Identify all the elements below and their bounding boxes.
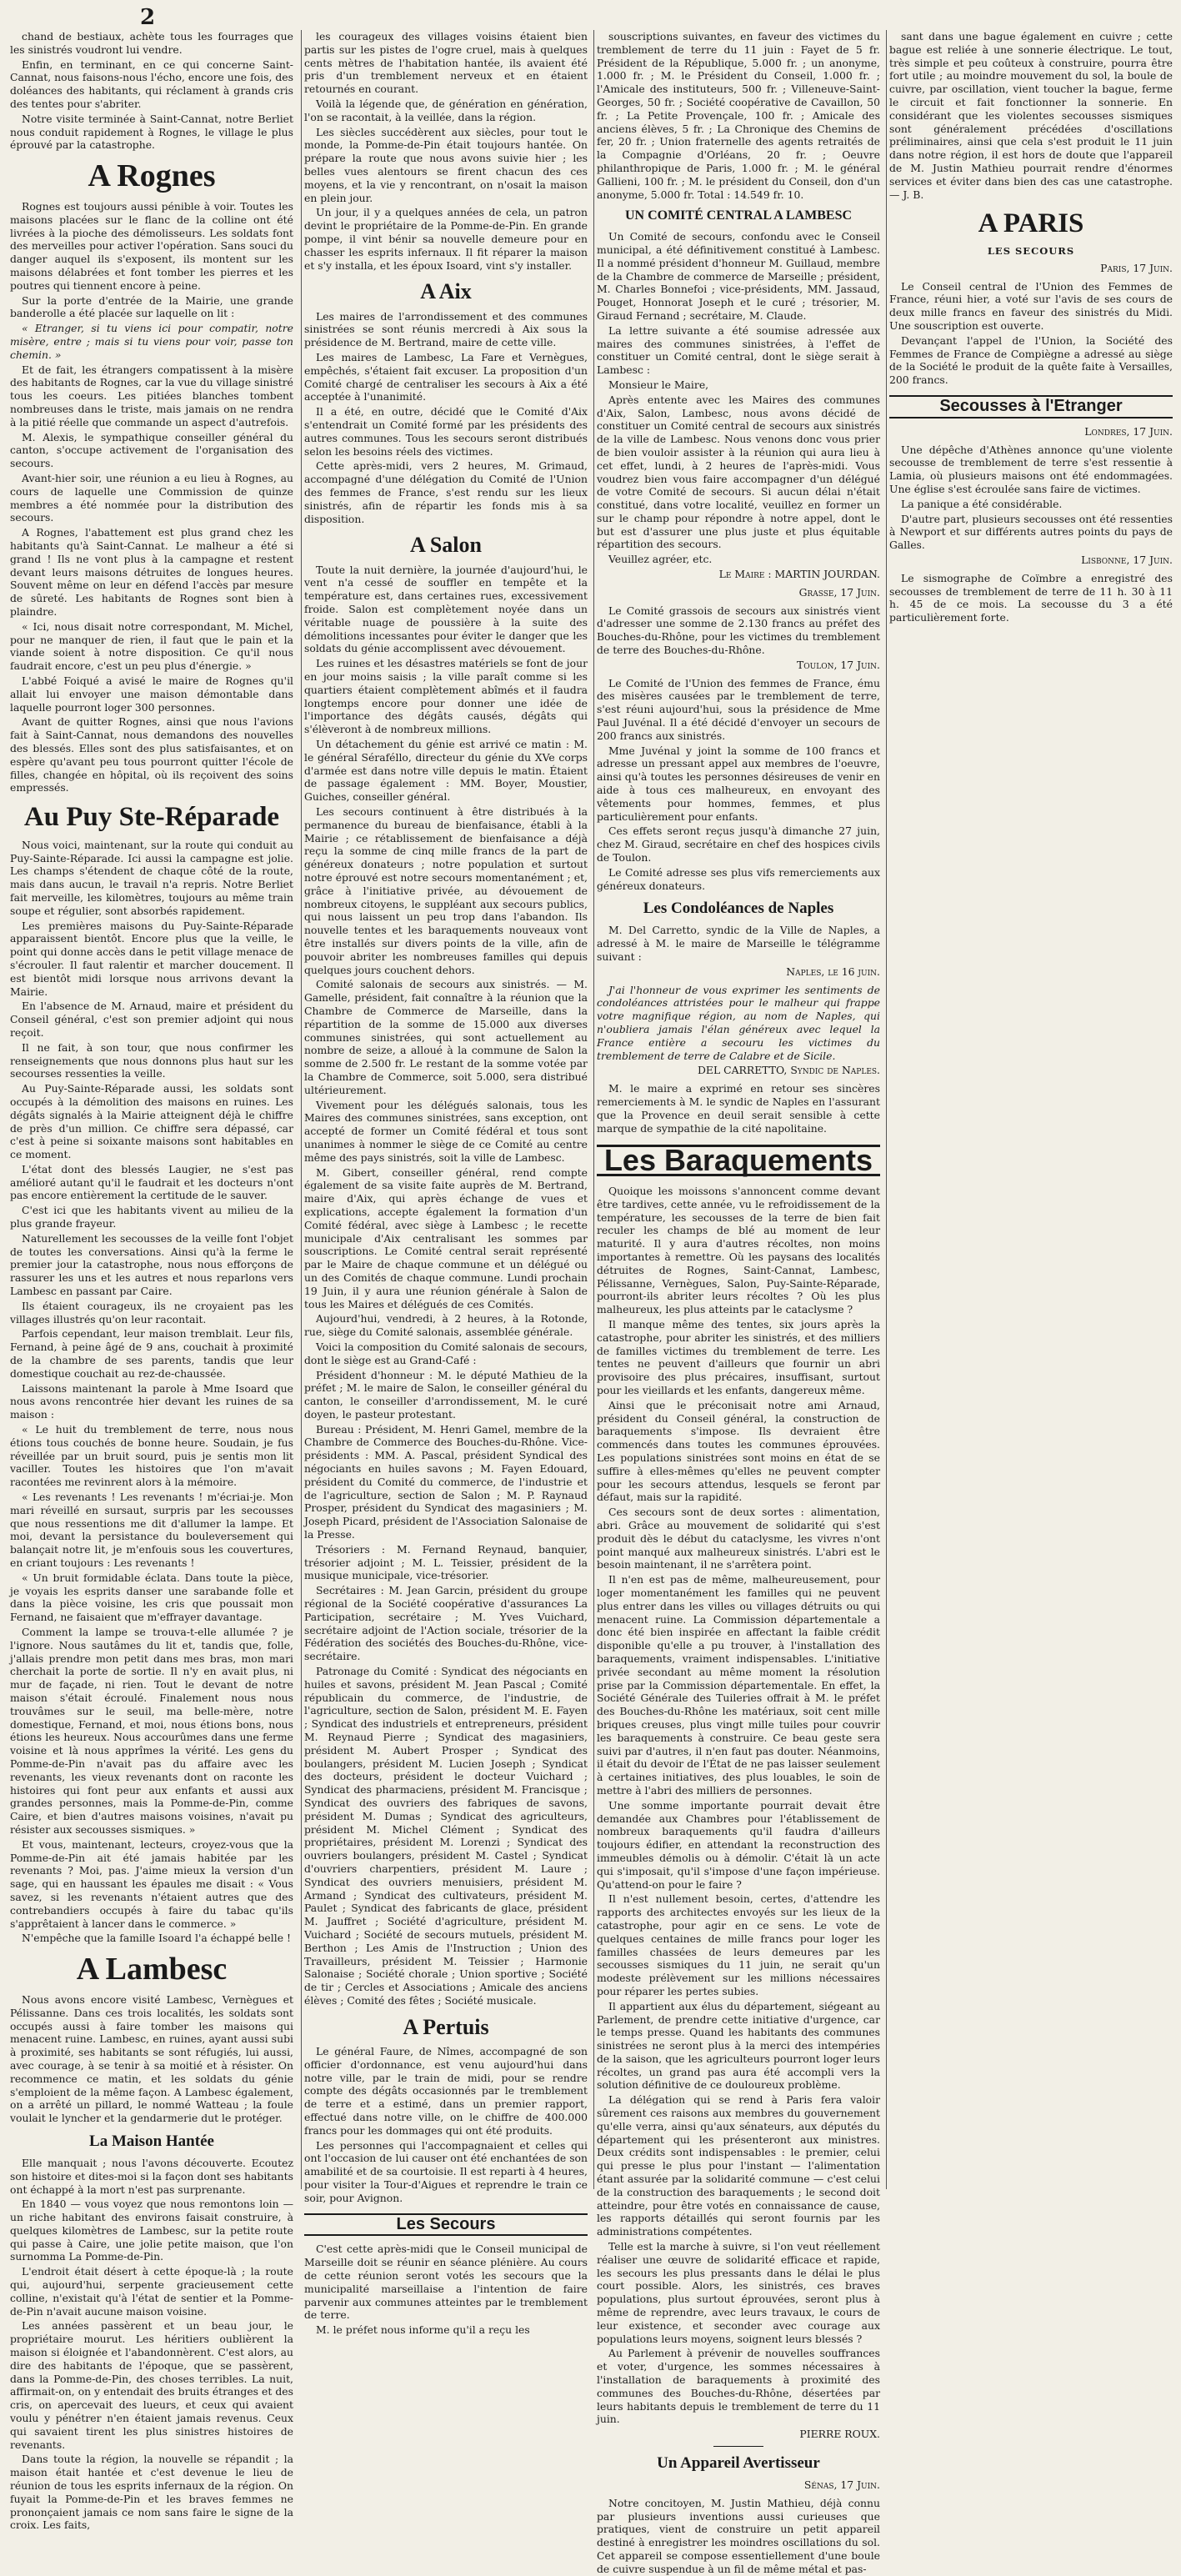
paragraph: Patronage du Comité : Syndicat des négociants en huiles et savons, président M. Jean Pascal ; Comité républicain du commerce, de l'industrie, de l'agriculture, section de Salon, président M. E. Fayen ; Syndicat des industriels et entrepreneurs, président M. Reynaud Pierre ; Syndicat des magasiniers, président M. Aubert Prosper ; Syndicat des boulangers, président M. Lucien Joseph ; Syndicat des docteurs, président le docteur Vuichard ; Syndicat des pharmaciens, président M. Francisque ; Syndicat des ouvriers des fabriques de savons, président M. Dumas ; Syndicat des agriculteurs, président M. Michel Clément ; Syndicat des propriétaires, président M. Lorenzi ; Syndicat des ouvriers boulangers, président M. Castel ; Syndicat d'ouvriers charpentiers, président M. Laure ; Syndicat des ouvriers menuisiers, président M. Armand ; Syndicat des cultivateurs, président M. Paulet ; Syndicat des fabricants de glace, président M. Jauffret ; Société d'agriculture, président M. Vuichard ; Société de secours mutuels, président M. Berthon ; Les Amis de l'Instruction ; Union des Travailleurs, président M. Teissier ; Harmonie Salonaise ; Société chorale ; Union sportive ; Société de tir ; Cercles et Associations ; Amicale des anciens élèves ; Comité des fêtes ; Société musicale. [304, 1665, 588, 2007]
paragraph: Comité salonais de secours aux sinistrés. — M. Gamelle, président, fait connaître à la réunion que la Chambre de Commerce de Marseille, dans la répartition de la somme de 15.000 aux diverses communes sinistrées, qui sont actuellement au nombre de seize, a alloué à la commune de Salon la somme de 2.500 fr. Le restant de la somme votée par la Chambre de Commerce, soit 5.000, sera distribué ultérieurement. [304, 978, 588, 1096]
paragraph: Ils étaient courageux, ils ne croyaient pas les villages illustrés qu'on leur racontait. [10, 1299, 293, 1326]
subheading-les-secours: LES SECOURS [987, 245, 1075, 257]
signature: Le Maire : MARTIN JOURDAN. [718, 568, 880, 581]
paragraph: Cette après-midi, vers 2 heures, M. Grimaud, accompagné d'une délégation du Comité de l'Union des femmes de France, s'est rendu sur les lieux sinistrés, afin de répartir les fonds mis à sa disposition. [304, 459, 588, 525]
paragraph: Comment la lampe se trouva-t-elle allumée ? je l'ignore. Nous sautâmes du lit et, tandis que, folle, j'allais prendre mon petit dans mes bras, mon mari cherchait la porte de sortie. Il n'y en avait plus, ni mur de façade, ni rien. Tout le devant de notre maison s'était écroulé. Finalement nous nous trouvâmes sur le seuil, ma belle-mère, notre domestique, Fernand, et moi, nous étions bons, nous étions les heureux. Nous accourûmes dans une ferme voisine et là nous apprîmes la vérité. Les gens du Pomme-de-Pin n'avait pas du affaire avec les revenants, les vieux revenants dont on raconte les histoires qui font peur aux enfants et aussi aux grandes personnes, mais la Pomme-de-Pin, comme Caire, et bien d'autres maisons voisines, n'avait pu résister aux secousses sismiques. » [10, 1625, 293, 1836]
paragraph: Les siècles succédèrent aux siècles, pour tout le monde, la Pomme-de-Pin était toujours hantée. On prépare la route que nous avons suivie hier ; les belles vues alentours se firent chacun des ces moyens, et la vie y rencontrant, on n'osait la maison en plein jour. [304, 125, 588, 204]
paragraph: Quoique les moissons s'annoncent comme devant être tardives, cette année, vu le refroidissement de la température, les secousses de la terre de bien fait reculer les champs de blé au moment de leur maturité. Il y aura d'autres récoltes, non moins importantes à remettre. Où les paysans des localités détruites de Rognes, Saint-Cannat, Lambesc, Pélissanne, Vernègues, Salon, Puy-Sainte-Réparade, pourront-ils abriter leurs récoltes ? Où les plus malheureux, les plus atteints par le cataclysme ? [597, 1185, 880, 1316]
heading-au-puy-ste-reparade: Au Puy Ste-Réparade [23, 802, 280, 833]
paragraph: « Ici, nous disait notre correspondant, M. Michel, pour ne manquer de rien, il faut que le pain et la viande soient à notre disposition. Ce qu'il nous faudrait encore, c'est un peu plus d'énergie. » [10, 619, 293, 673]
paragraph: Un Comité de secours, confondu avec le Conseil municipal, a été définitivement constitué à Lambesc. Il a nommé président d'honneur M. Guillaud, membre de la Chambre de commerce de Marseille ; président, M. Charles Bonnefoi ; vice-présidents, MM. Jassaud, Pouget, Honnorat Joseph et le curé ; trésorier, M. Giraud Fernand ; secrétaire, M. Claude. [597, 230, 880, 322]
paragraph: Le Comité grassois de secours aux sinistrés vient d'adresser une somme de 2.130 francs au préfet des Bouches-du-Rhône, pour les victimes du tremblement de terre des Bouches-du-Rhône. [597, 604, 880, 657]
paragraph: sant dans une bague également en cuivre ; cette bague est reliée à une sonnerie électrique. Le tout, très simple et peu coûteux à construire, pourra être fort utile ; au moindre mouvement du sol, la boule de cuivre, par oscillation, vient toucher la bague, ferme le circuit et fait fonctionner la sonnerie. En considérant que les violentes secousses sismiques sont généralement précédées d'oscillations préliminaires, ainsi que cela s'est produit le 11 juin dans notre région, il est hors de doute que l'appareil de M. Justin Mathieu pourrait rendre d'énormes services et éviter dans bien des cas une catastrophe. — J. B. [889, 30, 1173, 201]
paragraph: Les maires de l'arrondissement et des communes sinistrées se sont réunis mercredi à Aix sous la présidence de M. Bertrand, maire de cette ville. [304, 309, 588, 349]
paragraph: Le Conseil central de l'Union des Femmes de France, réuni hier, a voté sur l'avis de ses cours de deux mille francs en faveur des sinistrés du Midi. Une souscription est ouverte. [889, 279, 1173, 332]
paragraph: Naturellement les secousses de la veille font l'objet de toutes les conversations. Ainsi qu'à la ferme le premier jour la catastrophe, nous nous efforçons de rassurer les uns et les autres et nous reparlons vers Lambesc en passant par Caire. [10, 1231, 293, 1298]
quote: « Etranger, si tu viens ici pour compatir, notre misère, entre ; mais si tu viens pour voir, passe ton chemin. » [10, 322, 293, 361]
paragraph: N'empêche que la famille Isoard l'a échappé belle ! [22, 1932, 291, 1945]
heading-condoleances-naples: Les Condoléances de Naples [643, 900, 834, 918]
paragraph: Il n'est nullement besoin, certes, d'attendre les rapports des architectes envoyés sur les lieux de la catastrophe, pour agir en ce sens. Le vote de quelques centaines de mille francs pour loger les familles chassées de leurs demeures par les secousses sismiques du 11 juin, ne serait qu'un modeste prélèvement sur les millions nécessaires pour réparer les pertes subies. [597, 1892, 880, 1997]
paragraph: Nous voici, maintenant, sur la route qui conduit au Puy-Sainte-Réparade. Ici aussi la campagne est jolie. Les champs s'étendent de chaque côté de la route, mais dans aucun, le travail n'a repris. Notre Berliet fait merveille, les kilomètres, toujours au même train soupe et régulier, sont absorbés rapidement. [10, 838, 293, 917]
heading-les-secours: Les Secours [304, 2213, 588, 2237]
paragraph: Parfois cependant, leur maison tremblait. Leur fils, Fernand, à peine âgé de 9 ans, couchait à proximité de la chambre de ses parents, tandis que leur domestique couchait au rez-de-chaussée. [10, 1327, 293, 1380]
paragraph: Secrétaires : M. Jean Garcin, président du groupe régional de la Société coopérative d'assurances La Participation, secrétaire ; M. Yves Vuichard, secrétaire adjoint de l'Action sociale, trésorier de la Fédération des sociétés des Bouches-du-Rhône, vice-secrétaire. [304, 1584, 588, 1663]
paragraph: La panique a été considérable. [901, 497, 1063, 510]
paragraph: Elle manquait ; nous l'avons découverte. Ecoutez son histoire et dites-moi si la façon dont ses habitants ont échappé à la mort n'est pas surprenante. [10, 2156, 293, 2196]
paragraph: Le sismographe de Coïmbre a enregistré des secousses de tremblement de terre de 11 h. 30 à 11 h. 45 de ce mois. La secousse du 3 a été particulièrement forte. [889, 571, 1173, 624]
paragraph: En 1840 — vous voyez que nous remontons loin — un riche habitant des environs faisait construire, à quelques kilomètres de Lambesc, sur la petite route qui passe à Caire, une jolie petite maison, que l'on surnomma La Pomme-de-Pin. [10, 2198, 293, 2263]
paragraph: Les premières maisons du Puy-Sainte-Réparade apparaissent bientôt. Encore plus que la veille, le point qui donne accès dans le petit village menace de s'écrouler. Il faut ralentir et marcher doucement. Il est bientôt midi lorsque nous arrivons devant la Mairie. [10, 919, 293, 998]
dateline: Lisbonne, 17 Juin. [1081, 553, 1173, 566]
paragraph: les courageux des villages voisins étaient bien partis sur les pistes de l'ogre cruel, mais à quelques cents mètres de l'habitation hantée, ils avaient été pris d'un tremblement nerveux et en étaient retournés en courant. [304, 30, 588, 96]
telegram-text: J'ai l'honneur de vous exprimer les sentiments de condoléances attristées pour le malheur qui frappe votre magnifique région, au nom de Naples, qui n'oubliera jamais l'élan généreux avec lequel la France entière a secouru les victimes du tremblement de terre de Calabre et de Sicile. [597, 983, 880, 1062]
paragraph: Président d'honneur : M. le député Mathieu de la préfet ; M. le maire de Salon, le conseiller général du canton, le conseiller d'arrondissement, M. le curé doyen, le pasteur protestant. [304, 1368, 588, 1421]
paragraph: Les années passèrent et un beau jour, le propriétaire mourut. Les héritiers oublièrent la maison si éloignée et l'abandonnèrent. C'est alors, au dire des habitants de l'époque, que se passèrent, dans la Pomme-de-Pin, des choses terribles. La nuit, affirmait-on, on y entendait des bruits étranges et des cris, on apercevait des lueurs, et ceux qui avaient voulu y pénétrer n'en étaient jamais revenus. Ceux qui savaient tirent les plus sinistres histoires de revenants. [10, 2319, 293, 2451]
paragraph: Après entente avec les Maires des communes d'Aix, Salon, Lambesc, nous avons décidé de constituer un Comité central de secours aux sinistrés de la ville de Lambesc. Nous venons donc vous prier de bien vouloir assister à la réunion qui aura lieu à cet effet, lundi, à 2 heures de l'après-midi. Vous voudrez bien vous faire accompagner d'un délégué de votre Comité de secours. Si aucun délai n'était constitué, dans votre localité, veuillez en former un sur le champ pour répondre à notre appel, dont le but est d'assurer une plus juste et plus équitable répartition des secours. [597, 393, 880, 551]
paragraph: Avant-hier soir, une réunion a eu lieu à Rognes, au cours de laquelle une Commission de quinze membres a été nommée pour la distribution des secours. [10, 472, 293, 524]
paragraph: Voilà la légende que, de génération en génération, l'on se racontait, à la veillée, dans la région. [304, 97, 588, 123]
column-4 [889, 30, 1173, 2189]
paragraph: Une dépêche d'Athènes annonce qu'une violente secousse de tremblement de terre s'est ressentie à Lamia, où plusieurs maisons ont été endommagées. Une église s'est écroulée sans faire de victimes. [889, 443, 1173, 495]
paragraph: Il appartient aux élus du département, siégeant au Parlement, de prendre cette initiative d'urgence, car le temps presse. Quand les habitants des communes sinistrées ne seront plus à la merci des intempéries de la saison, que les agriculteurs pourront loger leurs récoltes, un grand pas aura été accompli vers la solution définitive de ce douloureux problème. [597, 1999, 880, 2092]
paragraph: Toute la nuit dernière, la journée d'aujourd'hui, le vent n'a cessé de souffler en tempête et la température est, dans certaines rues, excessivement froide. Salon est complètement noyée dans un véritable nuage de poussière à la suite des démolitions incessantes pour éviter le danger que les soldats du génie accomplissent avec dévouement. [304, 563, 588, 655]
paragraph: Une somme importante pourrait devait être demandée aux Chambres pour l'établissement de nombreux baraquements qu'il faudra d'ailleurs toujours édifier, en attendant la reconstruction des immeubles démolis ou à démolir. C'était là un acte qui s'imposait, qu'il s'impose d'une façon impérieuse. Qu'attend-on pour le faire ? [597, 1798, 880, 1891]
paragraph: Les ruines et les désastres matériels se font de jour en jour moins saisis ; la ville paraît comme si les quartiers étaient complètement abîmés et il faudra longtemps encore pour donner une idée de l'importance des dégâts causés, dégâts qui s'élèveront à de nombreux millions. [304, 657, 588, 736]
paragraph: A Rognes, l'abattement est plus grand chez les habitants qu'à Saint-Cannat. Le malheur a été si grand ! Ils ne vont plus à la campagne et restent devant leurs maisons détruites de longues heures. Souvent même on leur en défend l'accès par mesure de sûreté. Les habitants de Rognes sont bien à plaindre. [10, 526, 293, 618]
paragraph: Bureau : Président, M. Henri Gamel, membre de la Chambre de Commerce des Bouches-du-Rhône. Vice-présidents : MM. A. Pascal, président Syndical des négociants en huiles savons ; M. Fayen Edouard, président du Comité du commerce, de l'industrie et de l'agriculture, section de Salon ; M. P. Raynaud Prosper, président du Syndicat des magasiniers ; M. Joseph Picard, président de l'Association Salonaise de la Presse. [304, 1422, 588, 1541]
paragraph: Aujourd'hui, vendredi, à 2 heures, à la Rotonde, rue, siège du Comité salonais, assemblée générale. [304, 1312, 588, 1339]
heading-comite-central-lambesc: UN COMITÉ CENTRAL A LAMBESC [624, 208, 853, 223]
paragraph: Enfin, en terminant, en ce qui concerne Saint-Cannat, nous faisons-nous l'écho, encore une fois, des doléances des habitants, qui réclament à grands cris des tentes pour s'abriter. [10, 58, 293, 110]
paragraph: M. Del Carretto, syndic de la Ville de Naples, a adressé à M. le maire de Marseille le télégramme suivant : [597, 924, 880, 963]
heading-a-salon: A Salon [410, 533, 482, 558]
paragraph: Voici la composition du Comité salonais de secours, dont le siège est au Grand-Café : [304, 1340, 588, 1366]
page-number: 2 [140, 5, 156, 30]
paragraph: Il ne fait, à son tour, que nous confirmer les renseignements que nous donnons plus haut sur les secourses ressenties la veille. [10, 1040, 293, 1080]
column-1 [10, 30, 293, 2532]
paragraph: Il n'en est pas de même, malheureusement, pour loger momentanément les familles qui ne peuvent plus entrer dans les villes ou villages détruits ou qui menacent ruine. La Commission départementale a donc été bien inspirée en affectant la faible crédit disponible qu'elle a pu trouver, à l'installation des baraquements, vraiment indispensables. L'initiative privée secondant au même moment la résolution prise par la Commission départementale. En effet, la Société Générale des Tuileries offrait à M. le préfet des Bouches-du-Rhône les matériaux, soit cent mille briques creuses, plus vingt mille tuiles pour couvrir les baraquements à construire. Ce beau geste sera suivi par d'autres, il n'en faut pas douter. Néanmoins, il était du devoir de l'État de ne pas laisser seulement à certaines initiatives, des plus louables, le soin de mettre à l'abri des milliers de personnes. [597, 1573, 880, 1797]
paragraph: Notre concitoyen, M. Justin Mathieu, déjà connu par plusieurs inventions aussi curieuses que pratiques, vient de construire un petit appareil destiné à enregistrer les moindres oscillations du sol. Cet appareil se compose essentiellement d'une boule de cuivre suspendue à un fil de même métal et pas- [597, 2496, 880, 2575]
paragraph: « Un bruit formidable éclata. Dans toute la pièce, je voyais les esprits danser une sarabande folle et dans la pièce voisine, les cris que poussait mon Fernand, ne faisaient que m'effrayer davantage. [10, 1571, 293, 1624]
paragraph: Et vous, maintenant, lecteurs, croyez-vous que la Pomme-de-Pin ait été jamais habitée par les revenants ? Moi, pas. J'aime mieux la version d'un sage, qui en haussant les épaules me disait : « Vous savez, si les revenants n'étaient autres que des contrebandiers occupés à faire du tabac qu'ils s'apprêtaient à lancer dans le commerce. » [10, 1837, 293, 1930]
paragraph: Veuillez agréer, etc. [608, 553, 713, 566]
column-separator [301, 30, 302, 2189]
paragraph: Et de fait, les étrangers compatissent à la misère des habitants de Rognes, car la vue du village sinistré tous les coeurs. Les pitiées blanches tombent nombreuses dans le triste, mais jamais on ne rendra à la pitié réelle que commande un aspect d'autrefois. [10, 363, 293, 428]
paragraph: Dans toute la région, la nouvelle se répandit ; la maison était hantée et c'est devenue le lieu de réunion de tous les esprits infernaux de la région. On fuyait la Pomme-de-Pin et les braves femmes ne prononçaient jamais ce nom sans faire le signe de la croix. Les faits, [10, 2453, 293, 2532]
paragraph: Devançant l'appel de l'Union, la Société des Femmes de France de Compiègne a adressé au siège de la Société le produit de la quête faite à Versailles, 200 francs. [889, 333, 1173, 387]
dateline: Grasse, 17 Juin. [798, 585, 880, 599]
dateline: Paris, 17 Juin. [1100, 261, 1173, 274]
paragraph: Le Comité adresse ses plus vifs remerciements aux généreux donateurs. [597, 865, 880, 892]
heading-la-maison-hantee: La Maison Hantée [89, 2132, 214, 2150]
paragraph: M. Alexis, le sympathique conseiller général du canton, s'occupe activement de l'organisation des secours. [10, 430, 293, 470]
paragraph: Il a été, en outre, décidé que le Comité d'Aix s'entendrait un Comité formé par les présidents des autres communes. Tous les secours seront distribués selon les besoins réels des victimes. [304, 405, 588, 458]
paragraph: C'est cette après-midi que le Conseil municipal de Marseille doit se réunir en séance plénière. Au cours de cette réunion seront votés les secours que la municipalité marseillaise a l'intention de faire parvenir aux communes atteintes par le tremblement de terre. [304, 2243, 588, 2322]
paragraph: La lettre suivante a été soumise adressée aux maires des communes sinistrées, à l'effet de constituer un Comité central, dont le siège serait à Lambesc : [597, 323, 880, 377]
paragraph: L'abbé Foiqué a avisé le maire de Rognes qu'il allait lui envoyer une maison démontable dans laquelle pourront loger 300 personnes. [10, 674, 293, 714]
column-3 [597, 30, 880, 2575]
signature: DEL CARRETTO, Syndic de Naples. [697, 1064, 880, 1077]
paragraph: « Les revenants ! Les revenants ! m'écriai-je. Mon mari réveillé en sursaut, surpris par les secousses que nous ressentions me dit d'allumer la lampe. Et moi, devant la persistance du bouleversement qui balançait notre lit, je m'enfouis sous les couvertures, en criant toujours : Les revenants ! [10, 1491, 293, 1569]
paragraph: M. le maire a exprimé en retour ses sincères remerciements à M. le syndic de Naples en l'assurant que la Provence en deuil serait sensible à cette marque de sympathie de la cité napolitaine. [597, 1082, 880, 1135]
heading-secousses-etranger: Secousses à l'Etranger [889, 395, 1173, 418]
paragraph: chand de bestiaux, achète tous les fourrages que les sinistrés voudront lui vendre. [10, 30, 293, 56]
paragraph: Nous avons encore visité Lambesc, Vernègues et Pélissanne. Dans ces trois localités, les soldats sont occupés aussi à faire tomber les maisons qui menacent ruine. Lambesc, en ruines, ayant aussi subi à proximité, ses habitants se sont réfugiés, lui aussi, avec courage, à se tenir à sa moitié et à résister. On recommence ce matin, et les soldats du génie s'emploient de la même façon. A Lambesc également, on a arrêté un pillard, le nommé Watteau ; la foule voulait le lyncher et la gendarmerie dut le protéger. [10, 1993, 293, 2125]
paragraph: Les secours continuent à être distribués à la permanence du bureau de bienfaisance, établi à la Mairie ; ce rétablissement de bienfaisance a déjà reçu la somme de cinq mille francs de la part de généreux donateurs ; notre population et surtout notre éprouvé est notre secours momentanément ; et, grâce à l'initiative privée, au dévouement de nombreux citoyens, le suppléant aux secours publics, qui nous laissent un peu trop dans l'abandon. Ils nouvelle tentes et les baraquements nouveaux vont être installés sur divers points de la ville, afin de pouvoir abriter les nombreuses familles qui depuis quelques jours couchent dehors. [304, 805, 588, 976]
heading-a-pertuis: A Pertuis [403, 2014, 489, 2039]
paragraph: souscriptions suivantes, en faveur des victimes du tremblement de terre du 11 juin : Fayet de 5 fr. Président de la République, 5.000 fr. ; un anonyme, 1.000 fr. ; M. le Président du Conseil, 1.000 fr. ; l'Amicale des instituteurs, 500 fr. ; Villeneuve-Saint-Georges, 50 fr. ; Société coopérative de Cavaillon, 50 fr. ; La Petite Provençale, 100 fr. ; Amicale des anciens élèves, 5 fr. ; La Chronique des Chemins de fer, 20 fr. ; Union fraternelle des agents retraités de la Compagnie d'Orléans, 20 fr. ; Oeuvre philanthropique de Paris, 1.000 fr. ; M. le général Gallieni, 100 fr. ; M. le président du Conseil, don d'un anonyme, 5.000 fr. Total : 14.549 fr. 10. [597, 30, 880, 201]
paragraph: Le général Faure, de Nîmes, accompagné de son officier d'ordonnance, est venu aujourd'hui dans notre ville, par le train de midi, pour se rendre compte des dégâts occasionnés par le tremblement de terre et a estimé, dans un premier rapport, effectué dans notre ville, on le chiffre de 400.000 francs pour les dommages qui ont été produits. [304, 2045, 588, 2137]
heading-a-rognes: A Rognes [88, 158, 216, 194]
heading-a-lambesc: A Lambesc [76, 1952, 228, 1987]
column-separator [886, 30, 887, 2189]
paragraph: Trésoriers : M. Fernand Reynaud, banquier, trésorier adjoint ; M. L. Teissier, président de la musique municipale, vice-trésorier. [304, 1542, 588, 1582]
dateline: Naples, le 16 juin. [786, 965, 880, 978]
paragraph: Les personnes qui l'accompagnaient et celles qui ont l'occasion de lui causer ont été enchantées de son amabilité et de sa courtoisie. Il est reparti à 4 heures, pour visiter la Tour-d'Aigues et reprendre le train ce soir, pour Avignon. [304, 2138, 588, 2204]
paragraph: Au Parlement à prévenir de nouvelles souffrances et voter, d'urgence, les sommes nécessaires à l'installation de baraquements à proximité des communes des Bouches-du-Rhône, désertées par leurs habitants depuis le tremblement de terre du 11 juin. [597, 2347, 880, 2426]
signature: PIERRE ROUX. [799, 2428, 880, 2441]
paragraph: Telle est la marche à suivre, si l'on veut réellement réaliser une œuvre de solidarité efficace et rapide, les secours les plus pressants dans le délai le plus court possible. Alors, les sinistrés, ces braves populations, plus surtout éprouvées, seront plus à même de reprendre, avec leurs travaux, le cours de leur existence, et seconder avec courage aux populations leurs moyens, soignent leurs blessés ? [597, 2240, 880, 2345]
paragraph: Les maires de Lambesc, La Fare et Vernègues, empêchés, s'étaient fait excuser. La proposition d'un Comité chargé de centraliser les secours à Aix a été acceptée à l'unanimité. [304, 351, 588, 403]
heading-appareil-avertisseur: Un Appareil Avertisseur [657, 2454, 820, 2472]
paragraph: Le Comité de l'Union des femmes de France, ému des misères causées par le tremblement de terre, s'est réuni aujourd'hui, sous la présidence de Mme Paul Juvénal. Il a été décidé d'envoyer un secours de 200 francs aux sinistrés. [597, 676, 880, 742]
paragraph: Un détachement du génie est arrivé ce matin : M. le général Séraféllo, directeur du génie du XVe corps d'armée est dans notre ville depuis le matin. Étaient de passage également : MM. Boyer, Moustier, Guiches, conseiller général. [304, 738, 588, 804]
paragraph: Mme Juvénal y joint la somme de 100 francs et adresse un pressant appel aux membres de l'oeuvre, ainsi qu'à toutes les personnes désireuses de venir en aide à tous ces malheureux, en envoyant des vêtements pour hommes, femmes, et plus particulièrement pour enfants. [597, 744, 880, 823]
paragraph: C'est ici que les habitants vivent au milieu de la plus grande frayeur. [10, 1204, 293, 1230]
column-separator [593, 30, 594, 2189]
paragraph: Au Puy-Sainte-Réparade aussi, les soldats sont occupés à la démolition des maisons en ruines. Les dégâts signalés à la Mairie atteignent déjà le chiffre de près d'un million. Ce chiffre sera dépassé, car c'est à peine si soixante maisons sont habitables en ce moment. [10, 1082, 293, 1161]
dateline: Toulon, 17 Juin. [797, 658, 880, 671]
paragraph: Vivement pour les délégués salonais, tous les Maires des communes sinistrées, sans exception, ont accepté de former un Comité fédéral et tous sont unanimes à nommer le siège de ce Comité au centre même des pays sinistrés, soit la ville de Lambesc. [304, 1098, 588, 1164]
paragraph: Monsieur le Maire, [608, 378, 709, 391]
paragraph: Sur la porte d'entrée de la Mairie, une grande banderolle a été placée sur laquelle on lit : [10, 293, 293, 320]
paragraph: Rognes est toujours aussi pénible à voir. Toutes les maisons placées sur le flanc de la colline ont été livrées à la pioche des démolisseurs. Les soldats font des merveilles pour activer l'opération. Sans souci du danger auquel ils s'exposent, ils montent sur les maisons délabrées et font tomber les pierres et les poutres qui tiennent encore à peine. [10, 200, 293, 292]
heading-a-paris: A PARIS [978, 208, 1084, 239]
paragraph: « Le huit du tremblement de terre, nous nous étions tous couchés de bonne heure. Soudain, je fus réveillée par un bruit sourd, puis je sentis mon lit vaciller. Toutes les histoires que l'on m'avait racontées me revinrent alors à la mémoire. [10, 1423, 293, 1489]
paragraph: Laissons maintenant la parole à Mme Isoard que nous avons rencontrée hier devant les ruines de sa maison : [10, 1381, 293, 1421]
paragraph: M. le préfet nous informe qu'il a reçu les [316, 2323, 530, 2337]
heading-a-aix: A Aix [420, 279, 472, 304]
paragraph: Avant de quitter Rognes, ainsi que nous l'avions fait à Saint-Cannat, nous demandons des nouvelles des blessés. Elles sont des plus satisfaisantes, et on espère qu'avant peu tous pourront quitter l'école de filles, changée en hôpital, où ils reçoivent des soins empressés. [10, 715, 293, 794]
paragraph: Ces effets seront reçus jusqu'à dimanche 27 juin, chez M. Giraud, secrétaire en chef des hospices civils de Toulon. [597, 824, 880, 865]
paragraph: En l'absence de M. Arnaud, maire et président du Conseil général, c'est son premier adjoint qui nous reçoit. [10, 1000, 293, 1039]
paragraph: Il manque même des tentes, six jours après la catastrophe, pour abriter les sinistrés, et des milliers de familles victimes du tremblement de terre. Les tentes ne peuvent d'ailleurs que fournir un abri provisoire des plus précaires, insuffisant, surtout pour les vieillards et les enfants, dangereux même. [597, 1318, 880, 1397]
paragraph: La délégation qui se rend à Paris fera valoir sûrement ces raisons aux membres du gouvernement qu'elle verra, ainsi qu'aux sénateurs, aux députés du département qui les présenteront aux ministres. Deux crédits sont indispensables : le premier, celui qui presse le plus pour l'instant — l'alimentation étant assurée par la solidarité commune — c'est celui de la construction des baraquements ; le second doit atteindre, pour être votés en connaissance de cause, les rapports détaillés qui seront fournis par les administrations compétentes. [597, 2093, 880, 2238]
column-2 [304, 30, 588, 2337]
divider [713, 2446, 763, 2447]
dateline: Londres, 17 Juin. [1084, 424, 1173, 438]
paragraph: L'endroit était désert à cette époque-là ; la route qui, aujourd'hui, serpente gracieusement cette colline, n'existait qu'à l'état de sentier et la Pomme-de-Pin n'avait aucune maison voisine. [10, 2265, 293, 2318]
paragraph: Un jour, il y a quelques années de cela, un patron devint le propriétaire de la Pomme-de-Pin. En grande pompe, il vint bénir sa nouvelle demeure pour en chasser les esprits infernaux. Il fit réparer la maison et s'y installa, et les époux Isoard, vint s'y installer. [304, 206, 588, 272]
paragraph: Ainsi que le préconisait notre ami Arnaud, président du Conseil général, la construction de baraquements s'impose. Ils devraient être commencés dans toutes les communes éprouvées. Les populations sinistrées sont moins en état de se suffire à elles-mêmes qu'elles ne peuvent compter pour les secours attendus, lesquels se feront par défaut, mais sur la rapidité. [597, 1398, 880, 1504]
paragraph: Notre visite terminée à Saint-Cannat, notre Berliet nous conduit rapidement à Rognes, le village le plus éprouvé par la catastrophe. [10, 112, 293, 152]
paragraph: D'autre part, plusieurs secousses ont été ressenties à Newport et sur différents autres points du pays de Galles. [889, 512, 1173, 552]
dateline: Sénas, 17 Juin. [803, 2478, 880, 2491]
paragraph: L'état dont des blessés Laugier, ne s'est pas amélioré autant qu'il le faudrait et les docteurs n'ont pas encore entièrement la certitude de le sauver. [10, 1162, 293, 1202]
heading-les-baraquements: Les Baraquements [597, 1145, 880, 1176]
paragraph: Ces secours sont de deux sortes : alimentation, abri. Grâce au mouvement de solidarité qui s'est produit dès le début du cataclysme, les vivres n'ont point manqué aux malheureux sinistrés. L'abri est le besoin maintenant, il ne s'arrêtera point. [597, 1506, 880, 1571]
paragraph: M. Gibert, conseiller général, rend compte également de sa visite faite auprès de M. Bertrand, maire d'Aix, qui après échange de vues et explications, accepte également la formation d'un Comité fédéral, avec siège à Lambesc ; le recette municipale d'Aix centralisant les sommes par souscriptions. Le Comité central serait représenté par le Maire de chaque commune et un délégué ou un des Comités de chaque commune. Lundi prochain 19 Juin, il y aura une réunion générale à Salon de tous les Maires et délégués de ces Comités. [304, 1165, 588, 1311]
